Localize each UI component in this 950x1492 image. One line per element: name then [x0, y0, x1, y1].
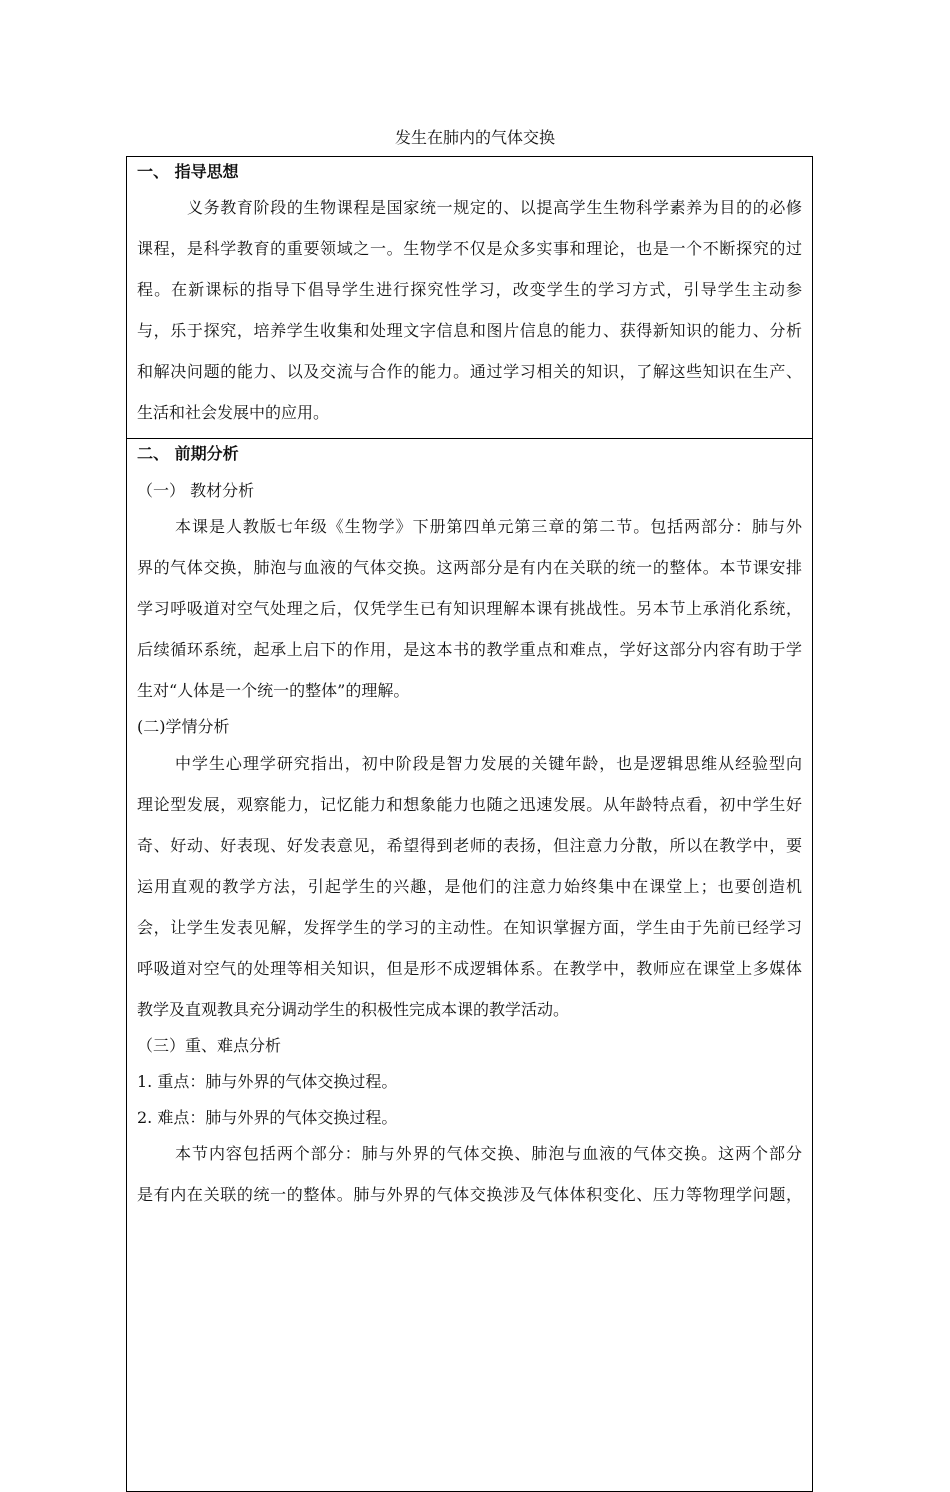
section-heading: 一、 指导思想	[137, 162, 239, 181]
document-title: 发生在肺内的气体交换	[394, 128, 555, 147]
paragraph-line: 呼吸道对空气的处理等相关知识，但是形不成逻辑体系。在教学中，教师应在课堂上多媒体	[137, 959, 802, 978]
paragraph-line: 与，乐于探究，培养学生收集和处理文字信息和图片信息的能力、获得新知识的能力、分析	[137, 321, 802, 340]
paragraph-line: 课程，是科学教育的重要领域之一。生物学不仅是众多实事和理论，也是一个不断探究的过	[137, 239, 802, 258]
paragraph-line: 本课是人教版七年级《生物学》下册第四单元第三章的第二节。包括两部分：肺与外	[175, 517, 802, 536]
subsection-heading-key-points: （三）重、难点分析	[137, 1036, 282, 1055]
section-preliminary-analysis	[127, 438, 812, 1491]
paragraph-line: 义务教育阶段的生物课程是国家统一规定的、以提高学生生物科学素养为目的的必修	[187, 198, 802, 217]
paragraph-line: 理论型发展，观察能力，记忆能力和想象能力也随之迅速发展。从年龄特点看，初中学生好	[137, 795, 802, 814]
paragraph-line: 程。在新课标的指导下倡导学生进行探究性学习，改变学生的学习方式，引导学生主动参	[137, 280, 802, 299]
lesson-plan-table	[126, 156, 813, 1492]
subsection-heading-learners: (二)学情分析	[137, 717, 230, 736]
paragraph-line: 后续循环系统，起承上启下的作用，是这本书的教学重点和难点，学好这部分内容有助于学	[137, 640, 802, 659]
key-point-item: 1. 重点：肺与外界的气体交换过程。	[137, 1072, 398, 1091]
paragraph-line: 中学生心理学研究指出，初中阶段是智力发展的关键年龄，也是逻辑思维从经验型向	[175, 754, 802, 773]
section-heading: 二、 前期分析	[137, 444, 239, 463]
subsection-heading-textbook: （一） 教材分析	[137, 481, 255, 500]
paragraph-line: 教学及直观教具充分调动学生的积极性完成本课的教学活动。	[137, 1000, 570, 1019]
paragraph-line: 奇、好动、好表现、好发表意见，希望得到老师的表扬，但注意力分散，所以在教学中，要	[137, 836, 802, 855]
paragraph-line: 会，让学生发表见解，发挥学生的学习的主动性。在知识掌握方面，学生由于先前已经学习	[137, 918, 802, 937]
paragraph-line: 运用直观的教学方法，引起学生的兴趣，是他们的注意力始终集中在课堂上；也要创造机	[137, 877, 802, 896]
difficult-point-item: 2. 难点：肺与外界的气体交换过程。	[137, 1108, 398, 1127]
paragraph-line: 是有内在关联的统一的整体。肺与外界的气体交换涉及气体体积变化、压力等物理学问题，	[137, 1185, 802, 1204]
paragraph-line: 生活和社会发展中的应用。	[137, 403, 330, 422]
section-guiding-ideology	[127, 157, 812, 438]
paragraph-line: 本节内容包括两个部分：肺与外界的气体交换、肺泡与血液的气体交换。这两个部分	[175, 1144, 802, 1163]
paragraph-line: 学习呼吸道对空气处理之后，仅凭学生已有知识理解本课有挑战性。另本节上承消化系统，	[137, 599, 802, 618]
paragraph-line: 和解决问题的能力、以及交流与合作的能力。通过学习相关的知识，了解这些知识在生产、	[137, 362, 802, 381]
paragraph-line: 界的气体交换，肺泡与血液的气体交换。这两部分是有内在关联的统一的整体。本节课安排	[137, 558, 802, 577]
paragraph-line: 生对“人体是一个统一的整体”的理解。	[137, 681, 410, 700]
